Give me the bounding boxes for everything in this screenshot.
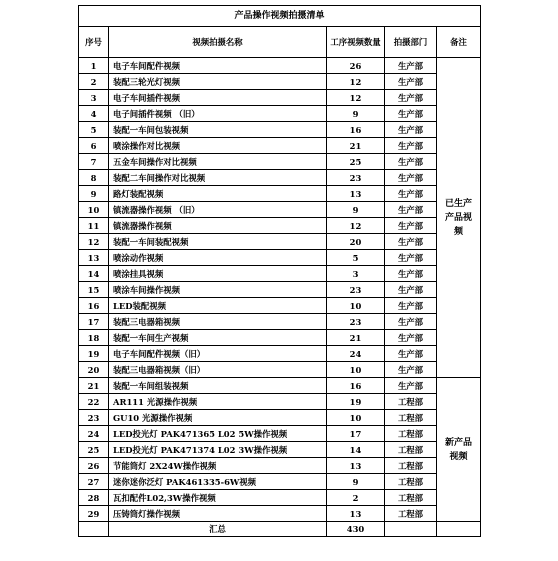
row-name: 路灯装配视频: [109, 186, 327, 202]
row-name: 镇流器操作视频: [109, 218, 327, 234]
row-count: 9: [327, 202, 385, 218]
row-name: 镇流器操作视频 （旧）: [109, 202, 327, 218]
row-count: 24: [327, 346, 385, 362]
row-dept: 生产部: [385, 138, 437, 154]
row-name: 喷涂动作视频: [109, 250, 327, 266]
header-row: [79, 27, 481, 58]
row-dept: 生产部: [385, 106, 437, 122]
row-no: 4: [79, 106, 109, 122]
video-shooting-table: [78, 5, 481, 537]
row-count: 2: [327, 490, 385, 506]
row-dept: 生产部: [385, 170, 437, 186]
table-row: [79, 474, 481, 490]
row-dept: 工程部: [385, 474, 437, 490]
row-count: 19: [327, 394, 385, 410]
row-no: 6: [79, 138, 109, 154]
row-count: 26: [327, 58, 385, 74]
row-count: 10: [327, 298, 385, 314]
table-row: [79, 410, 481, 426]
row-name: 电子车间配件视频: [109, 58, 327, 74]
row-name: AR111 光源操作视频: [109, 394, 327, 410]
header-dept: 拍摄部门: [385, 27, 437, 58]
total-dept-cell: [385, 522, 437, 537]
row-count: 12: [327, 90, 385, 106]
row-name: 装配三轮光灯视频: [109, 74, 327, 90]
row-count: 25: [327, 154, 385, 170]
row-name: 五金车间操作对比视频: [109, 154, 327, 170]
table-row: [79, 346, 481, 362]
row-dept: 生产部: [385, 282, 437, 298]
row-dept: 生产部: [385, 314, 437, 330]
row-name: 瓦扣配件L02,3W操作视频: [109, 490, 327, 506]
row-dept: 工程部: [385, 394, 437, 410]
total-no-cell: [79, 522, 109, 537]
row-no: 25: [79, 442, 109, 458]
row-no: 17: [79, 314, 109, 330]
table-row: [79, 282, 481, 298]
total-row: [79, 522, 481, 537]
table-row: [79, 426, 481, 442]
table-row: [79, 490, 481, 506]
total-value: 430: [327, 522, 385, 537]
row-dept: 生产部: [385, 186, 437, 202]
row-count: 23: [327, 282, 385, 298]
table-title: 产品操作视频拍摄清单: [79, 6, 481, 27]
row-count: 13: [327, 458, 385, 474]
row-name: 喷涂车间操作视频: [109, 282, 327, 298]
table-row: [79, 58, 481, 74]
row-dept: 工程部: [385, 506, 437, 522]
row-count: 23: [327, 170, 385, 186]
row-count: 20: [327, 234, 385, 250]
row-dept: 工程部: [385, 458, 437, 474]
row-count: 10: [327, 410, 385, 426]
row-name: 装配三电器箱视频（旧）: [109, 362, 327, 378]
row-no: 27: [79, 474, 109, 490]
row-dept: 工程部: [385, 410, 437, 426]
table-row: [79, 378, 481, 394]
row-dept: 生产部: [385, 378, 437, 394]
table-row: [79, 330, 481, 346]
row-no: 8: [79, 170, 109, 186]
row-name: GU10 光源操作视频: [109, 410, 327, 426]
row-dept: 工程部: [385, 442, 437, 458]
table-row: [79, 266, 481, 282]
row-no: 21: [79, 378, 109, 394]
table-row: [79, 154, 481, 170]
row-no: 14: [79, 266, 109, 282]
row-count: 9: [327, 106, 385, 122]
row-name: 装配二车间操作对比视频: [109, 170, 327, 186]
row-dept: 生产部: [385, 362, 437, 378]
header-no: 序号: [79, 27, 109, 58]
row-dept: 生产部: [385, 90, 437, 106]
row-dept: 生产部: [385, 298, 437, 314]
table-row: [79, 122, 481, 138]
table-row: [79, 234, 481, 250]
row-no: 28: [79, 490, 109, 506]
row-count: 23: [327, 314, 385, 330]
table-row: [79, 362, 481, 378]
note-existing-products: 已生产产品视频: [437, 58, 481, 378]
row-count: 12: [327, 74, 385, 90]
row-no: 9: [79, 186, 109, 202]
row-name: 装配一车间包装视频: [109, 122, 327, 138]
row-count: 17: [327, 426, 385, 442]
row-count: 13: [327, 506, 385, 522]
title-row: [79, 6, 481, 27]
table-row: [79, 186, 481, 202]
table-row: [79, 170, 481, 186]
row-no: 24: [79, 426, 109, 442]
shooting-list-sheet: [78, 5, 480, 537]
row-dept: 生产部: [385, 218, 437, 234]
row-name: LED投光灯 PAK471374 L02 3W操作视频: [109, 442, 327, 458]
row-name: 装配一车间装配视频: [109, 234, 327, 250]
row-no: 18: [79, 330, 109, 346]
row-count: 14: [327, 442, 385, 458]
row-count: 12: [327, 218, 385, 234]
row-dept: 生产部: [385, 346, 437, 362]
row-dept: 生产部: [385, 234, 437, 250]
table-row: [79, 218, 481, 234]
row-count: 16: [327, 378, 385, 394]
row-no: 2: [79, 74, 109, 90]
row-name: 压铸筒灯操作视频: [109, 506, 327, 522]
row-no: 15: [79, 282, 109, 298]
table-row: [79, 298, 481, 314]
row-dept: 生产部: [385, 74, 437, 90]
row-count: 3: [327, 266, 385, 282]
table-row: [79, 506, 481, 522]
table-row: [79, 442, 481, 458]
row-name: 喷涂挂具视频: [109, 266, 327, 282]
header-count: 工序视频数量: [327, 27, 385, 58]
table-row: [79, 90, 481, 106]
row-no: 10: [79, 202, 109, 218]
header-note: 备注: [437, 27, 481, 58]
row-no: 3: [79, 90, 109, 106]
row-no: 16: [79, 298, 109, 314]
table-row: [79, 106, 481, 122]
table-row: [79, 250, 481, 266]
row-name: 电子车间插件视频: [109, 90, 327, 106]
row-name: 节能筒灯 2X24W操作视频: [109, 458, 327, 474]
row-dept: 生产部: [385, 202, 437, 218]
row-dept: 工程部: [385, 490, 437, 506]
row-no: 12: [79, 234, 109, 250]
row-no: 19: [79, 346, 109, 362]
row-count: 13: [327, 186, 385, 202]
row-count: 9: [327, 474, 385, 490]
row-count: 5: [327, 250, 385, 266]
row-name: LED投光灯 PAK471365 L02 5W操作视频: [109, 426, 327, 442]
row-no: 26: [79, 458, 109, 474]
row-count: 16: [327, 122, 385, 138]
table-row: [79, 394, 481, 410]
table-row: [79, 314, 481, 330]
row-name: 喷涂操作对比视频: [109, 138, 327, 154]
row-no: 22: [79, 394, 109, 410]
row-no: 11: [79, 218, 109, 234]
row-name: 装配一车间组装视频: [109, 378, 327, 394]
row-no: 7: [79, 154, 109, 170]
total-label: 汇总: [109, 522, 327, 537]
table-row: [79, 138, 481, 154]
row-name: 迷你迷你泛灯 PAK461335-6W视频: [109, 474, 327, 490]
table-body: [79, 58, 481, 522]
row-name: 电子间插件视频 （旧）: [109, 106, 327, 122]
row-no: 29: [79, 506, 109, 522]
row-no: 23: [79, 410, 109, 426]
row-name: LED装配视频: [109, 298, 327, 314]
table-row: [79, 202, 481, 218]
note-new-products: 新产品视频: [437, 378, 481, 522]
row-name: 电子车间配件视频（旧）: [109, 346, 327, 362]
row-no: 20: [79, 362, 109, 378]
row-dept: 工程部: [385, 426, 437, 442]
row-count: 21: [327, 138, 385, 154]
row-dept: 生产部: [385, 58, 437, 74]
row-dept: 生产部: [385, 330, 437, 346]
row-count: 21: [327, 330, 385, 346]
row-dept: 生产部: [385, 250, 437, 266]
row-no: 13: [79, 250, 109, 266]
header-name: 视频拍摄名称: [109, 27, 327, 58]
row-count: 10: [327, 362, 385, 378]
row-dept: 生产部: [385, 266, 437, 282]
row-no: 5: [79, 122, 109, 138]
row-dept: 生产部: [385, 154, 437, 170]
row-name: 装配一车间生产视频: [109, 330, 327, 346]
row-name: 装配三电器箱视频: [109, 314, 327, 330]
row-dept: 生产部: [385, 122, 437, 138]
table-row: [79, 458, 481, 474]
total-note-cell: [437, 522, 481, 537]
table-row: [79, 74, 481, 90]
row-no: 1: [79, 58, 109, 74]
